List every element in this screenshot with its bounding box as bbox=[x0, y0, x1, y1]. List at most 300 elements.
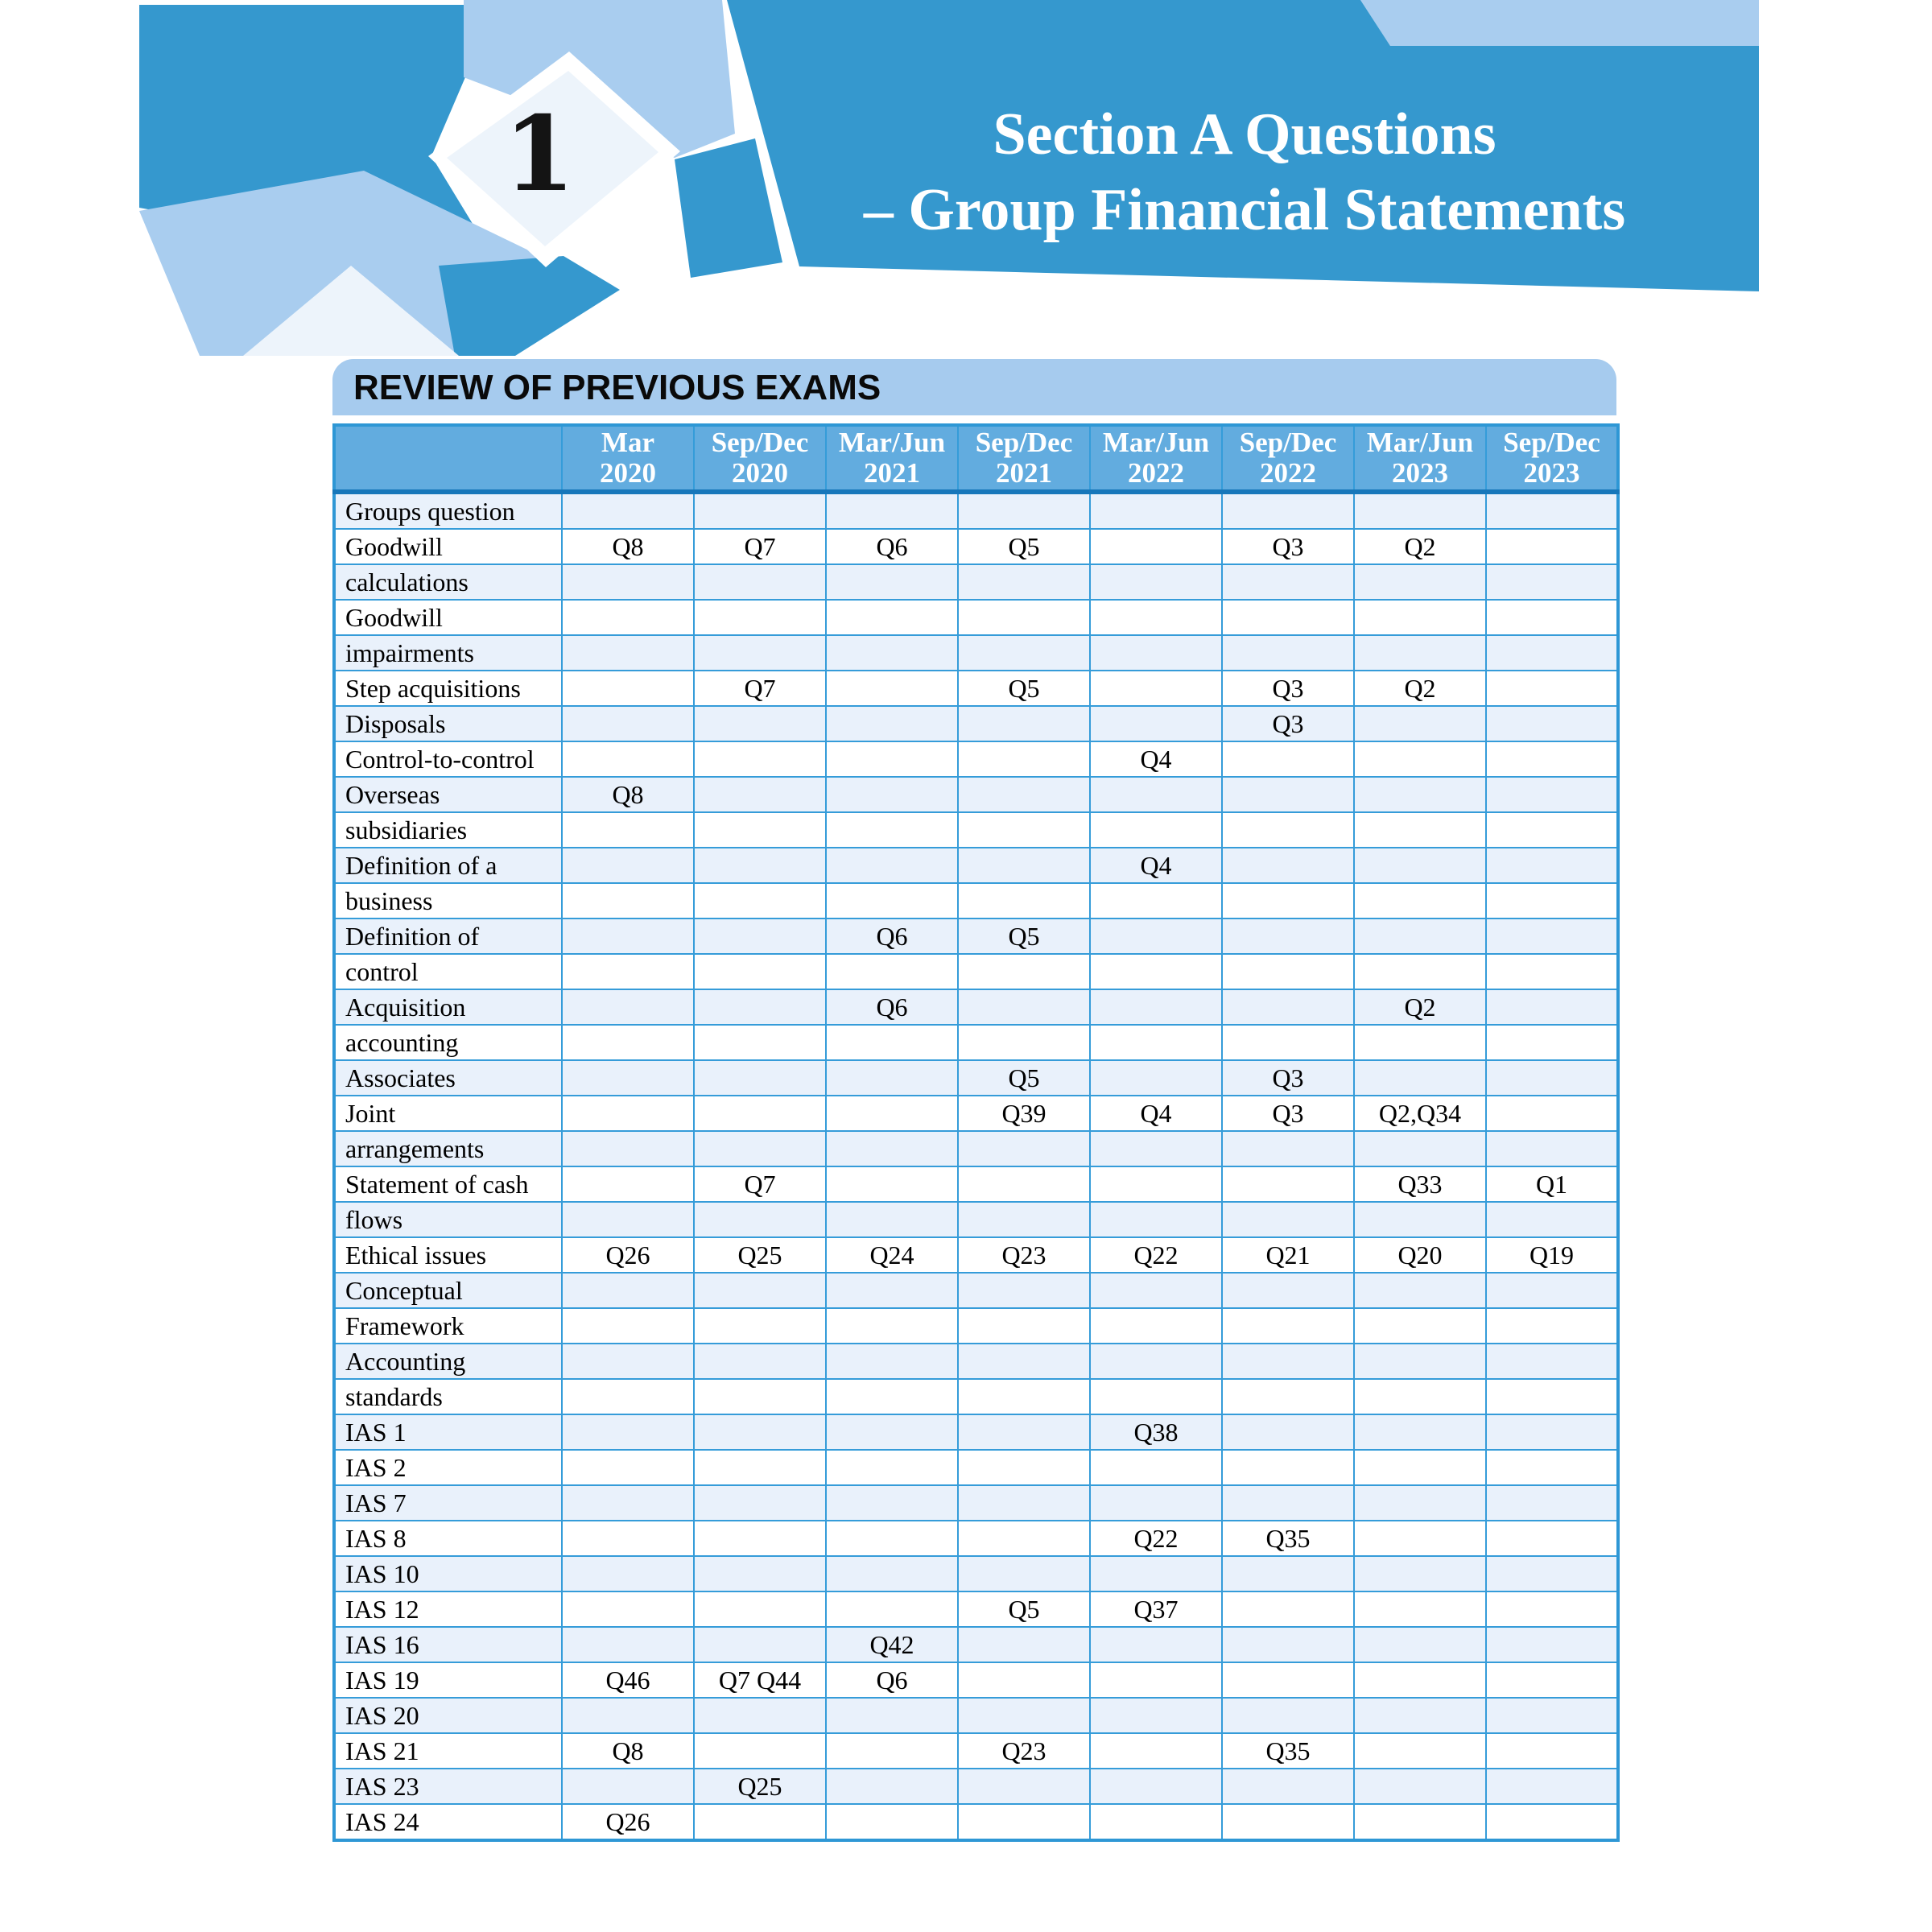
value-cell bbox=[1354, 600, 1486, 635]
col-header-mar-jun-2023 bbox=[1354, 425, 1486, 492]
value-cell bbox=[562, 1273, 694, 1308]
value-cell bbox=[826, 812, 958, 848]
topic-cell: Control-to-control bbox=[334, 741, 562, 777]
value-cell bbox=[1486, 741, 1618, 777]
table-row bbox=[334, 1698, 1618, 1733]
value-cell bbox=[562, 919, 694, 954]
value-cell bbox=[1222, 1591, 1354, 1627]
value-cell bbox=[694, 919, 826, 954]
table-row bbox=[334, 1131, 1618, 1166]
value-cell: Q23 bbox=[958, 1733, 1090, 1769]
value-cell bbox=[1354, 1591, 1486, 1627]
col-header-season: Mar/Jun bbox=[1366, 427, 1474, 458]
value-cell bbox=[826, 1131, 958, 1166]
value-cell bbox=[1354, 954, 1486, 989]
value-cell bbox=[1486, 1521, 1618, 1556]
value-cell bbox=[1090, 1804, 1222, 1840]
value-cell: Q6 bbox=[826, 529, 958, 564]
value-cell bbox=[1354, 777, 1486, 812]
value-cell bbox=[562, 1485, 694, 1521]
value-cell bbox=[1222, 777, 1354, 812]
topic-cell: Statement of cash bbox=[334, 1166, 562, 1202]
value-cell bbox=[694, 1521, 826, 1556]
value-cell bbox=[1222, 1450, 1354, 1485]
value-cell bbox=[826, 706, 958, 741]
value-cell bbox=[1354, 564, 1486, 600]
value-cell bbox=[958, 1025, 1090, 1060]
topic-cell: impairments bbox=[334, 635, 562, 671]
value-cell: Q5 bbox=[958, 671, 1090, 706]
value-cell: Q7 bbox=[694, 1166, 826, 1202]
value-cell bbox=[1222, 954, 1354, 989]
value-cell bbox=[1090, 883, 1222, 919]
value-cell bbox=[1486, 1733, 1618, 1769]
value-cell: Q25 bbox=[694, 1237, 826, 1273]
col-header-mar-2020 bbox=[562, 425, 694, 492]
value-cell bbox=[1486, 1698, 1618, 1733]
col-header-year: 2022 bbox=[1128, 457, 1184, 489]
value-cell bbox=[958, 812, 1090, 848]
value-cell bbox=[694, 492, 826, 529]
value-cell bbox=[1090, 1627, 1222, 1662]
value-cell bbox=[1090, 1698, 1222, 1733]
value-cell bbox=[694, 989, 826, 1025]
value-cell bbox=[958, 600, 1090, 635]
value-cell bbox=[958, 492, 1090, 529]
value-cell bbox=[958, 1344, 1090, 1379]
value-cell bbox=[694, 564, 826, 600]
topic-cell: flows bbox=[334, 1202, 562, 1237]
value-cell bbox=[1354, 1521, 1486, 1556]
value-cell: Q5 bbox=[958, 1060, 1090, 1096]
value-cell bbox=[1090, 492, 1222, 529]
value-cell bbox=[1486, 883, 1618, 919]
topic-cell: Groups question bbox=[334, 492, 562, 529]
value-cell: Q22 bbox=[1090, 1521, 1222, 1556]
value-cell bbox=[826, 1025, 958, 1060]
value-cell bbox=[694, 635, 826, 671]
table-row bbox=[334, 1237, 1618, 1273]
topic-cell: IAS 24 bbox=[334, 1804, 562, 1840]
value-cell bbox=[1486, 635, 1618, 671]
value-cell: Q35 bbox=[1222, 1521, 1354, 1556]
col-header-year: 2023 bbox=[1392, 457, 1448, 489]
value-cell bbox=[1222, 848, 1354, 883]
table-row bbox=[334, 564, 1618, 600]
value-cell bbox=[694, 1733, 826, 1769]
value-cell: Q7 Q44 bbox=[694, 1662, 826, 1698]
chapter-number: 1 bbox=[503, 94, 576, 215]
topic-cell: Overseas bbox=[334, 777, 562, 812]
col-header-sep-dec-2021 bbox=[958, 425, 1090, 492]
value-cell bbox=[958, 1769, 1090, 1804]
value-cell bbox=[694, 600, 826, 635]
value-cell bbox=[1222, 1166, 1354, 1202]
value-cell bbox=[1354, 1627, 1486, 1662]
value-cell bbox=[1090, 1733, 1222, 1769]
topic-cell: IAS 23 bbox=[334, 1769, 562, 1804]
table-header-row bbox=[334, 425, 1618, 492]
value-cell bbox=[1486, 1591, 1618, 1627]
value-cell bbox=[694, 883, 826, 919]
value-cell bbox=[1354, 635, 1486, 671]
value-cell bbox=[1486, 492, 1618, 529]
col-header-year: 2023 bbox=[1523, 457, 1580, 489]
col-header-year: 2021 bbox=[864, 457, 920, 489]
topic-cell: IAS 7 bbox=[334, 1485, 562, 1521]
table-row bbox=[334, 1096, 1618, 1131]
value-cell bbox=[1354, 1379, 1486, 1414]
value-cell: Q42 bbox=[826, 1627, 958, 1662]
table-row bbox=[334, 954, 1618, 989]
topic-cell: Acquisition bbox=[334, 989, 562, 1025]
value-cell bbox=[826, 1804, 958, 1840]
table-row bbox=[334, 1202, 1618, 1237]
value-cell: Q3 bbox=[1222, 706, 1354, 741]
topic-cell: Conceptual bbox=[334, 1273, 562, 1308]
value-cell bbox=[1354, 848, 1486, 883]
value-cell bbox=[1222, 492, 1354, 529]
value-cell bbox=[1222, 812, 1354, 848]
table-row bbox=[334, 1769, 1618, 1804]
value-cell bbox=[958, 1131, 1090, 1166]
chapter-title bbox=[729, 97, 1761, 248]
value-cell bbox=[694, 1591, 826, 1627]
col-header-mar-jun-2022 bbox=[1090, 425, 1222, 492]
value-cell: Q1 bbox=[1486, 1166, 1618, 1202]
topic-cell: IAS 10 bbox=[334, 1556, 562, 1591]
value-cell bbox=[826, 1344, 958, 1379]
topic-cell: subsidiaries bbox=[334, 812, 562, 848]
value-cell bbox=[1090, 1344, 1222, 1379]
value-cell bbox=[694, 1025, 826, 1060]
value-cell bbox=[1090, 1273, 1222, 1308]
value-cell: Q4 bbox=[1090, 1096, 1222, 1131]
value-cell bbox=[826, 1698, 958, 1733]
table-row bbox=[334, 1308, 1618, 1344]
topic-cell: IAS 21 bbox=[334, 1733, 562, 1769]
col-header-season: Mar/Jun bbox=[1102, 427, 1210, 458]
value-cell bbox=[1354, 1308, 1486, 1344]
table-row bbox=[334, 492, 1618, 529]
value-cell bbox=[1486, 989, 1618, 1025]
value-cell: Q19 bbox=[1486, 1237, 1618, 1273]
topic-cell: IAS 1 bbox=[334, 1414, 562, 1450]
value-cell bbox=[1090, 1769, 1222, 1804]
value-cell bbox=[826, 1096, 958, 1131]
value-cell bbox=[958, 848, 1090, 883]
value-cell: Q39 bbox=[958, 1096, 1090, 1131]
value-cell bbox=[1222, 1273, 1354, 1308]
value-cell bbox=[1222, 1485, 1354, 1521]
value-cell bbox=[1486, 1556, 1618, 1591]
value-cell: Q7 bbox=[694, 529, 826, 564]
value-cell bbox=[1354, 1556, 1486, 1591]
value-cell bbox=[1486, 1450, 1618, 1485]
table-row bbox=[334, 848, 1618, 883]
value-cell bbox=[1486, 600, 1618, 635]
value-cell bbox=[694, 1414, 826, 1450]
value-cell bbox=[562, 1698, 694, 1733]
value-cell bbox=[1486, 919, 1618, 954]
value-cell bbox=[1222, 564, 1354, 600]
value-cell bbox=[1090, 1166, 1222, 1202]
value-cell bbox=[1486, 1202, 1618, 1237]
topic-cell: control bbox=[334, 954, 562, 989]
table-row bbox=[334, 529, 1618, 564]
value-cell bbox=[958, 1308, 1090, 1344]
value-cell bbox=[1090, 1662, 1222, 1698]
topic-cell: accounting bbox=[334, 1025, 562, 1060]
topic-cell: Goodwill bbox=[334, 529, 562, 564]
topic-cell: Joint bbox=[334, 1096, 562, 1131]
value-cell bbox=[958, 1556, 1090, 1591]
table-row bbox=[334, 671, 1618, 706]
value-cell bbox=[1090, 1556, 1222, 1591]
value-cell bbox=[562, 1131, 694, 1166]
topic-cell: Associates bbox=[334, 1060, 562, 1096]
table-row bbox=[334, 1804, 1618, 1840]
chapter-title-line1: Section A Questions bbox=[993, 101, 1496, 167]
value-cell bbox=[1090, 1308, 1222, 1344]
value-cell bbox=[1354, 1344, 1486, 1379]
value-cell bbox=[1090, 954, 1222, 989]
value-cell bbox=[1090, 1450, 1222, 1485]
value-cell bbox=[694, 1344, 826, 1379]
table-row bbox=[334, 635, 1618, 671]
value-cell bbox=[1486, 1662, 1618, 1698]
value-cell bbox=[562, 706, 694, 741]
table-row bbox=[334, 1344, 1618, 1379]
value-cell bbox=[562, 1414, 694, 1450]
value-cell bbox=[1090, 919, 1222, 954]
value-cell bbox=[562, 1344, 694, 1379]
value-cell bbox=[1222, 1379, 1354, 1414]
value-cell bbox=[1090, 989, 1222, 1025]
value-cell bbox=[826, 671, 958, 706]
value-cell bbox=[826, 848, 958, 883]
value-cell bbox=[958, 1485, 1090, 1521]
value-cell bbox=[562, 989, 694, 1025]
value-cell bbox=[1222, 883, 1354, 919]
table-row bbox=[334, 1521, 1618, 1556]
value-cell bbox=[562, 1591, 694, 1627]
value-cell bbox=[958, 1804, 1090, 1840]
value-cell bbox=[1486, 1096, 1618, 1131]
value-cell: Q8 bbox=[562, 1733, 694, 1769]
table-row bbox=[334, 1627, 1618, 1662]
value-cell bbox=[958, 741, 1090, 777]
value-cell bbox=[826, 1166, 958, 1202]
value-cell bbox=[1090, 777, 1222, 812]
value-cell: Q3 bbox=[1222, 529, 1354, 564]
value-cell bbox=[694, 741, 826, 777]
value-cell bbox=[694, 1096, 826, 1131]
table-row bbox=[334, 812, 1618, 848]
table-row bbox=[334, 1273, 1618, 1308]
value-cell: Q4 bbox=[1090, 741, 1222, 777]
value-cell bbox=[1222, 1308, 1354, 1344]
value-cell bbox=[826, 1733, 958, 1769]
value-cell bbox=[958, 954, 1090, 989]
value-cell bbox=[694, 1379, 826, 1414]
value-cell bbox=[1486, 1025, 1618, 1060]
value-cell bbox=[958, 1521, 1090, 1556]
value-cell bbox=[694, 1556, 826, 1591]
value-cell bbox=[1354, 706, 1486, 741]
col-header-season: Sep/Dec bbox=[1503, 427, 1600, 458]
value-cell: Q24 bbox=[826, 1237, 958, 1273]
col-header-sep-dec-2020 bbox=[694, 425, 826, 492]
table-row bbox=[334, 883, 1618, 919]
value-cell bbox=[1486, 1273, 1618, 1308]
value-cell bbox=[1354, 1804, 1486, 1840]
value-cell: Q46 bbox=[562, 1662, 694, 1698]
value-cell bbox=[562, 671, 694, 706]
value-cell bbox=[826, 1273, 958, 1308]
table-row bbox=[334, 1733, 1618, 1769]
table-row bbox=[334, 706, 1618, 741]
value-cell bbox=[826, 564, 958, 600]
value-cell: Q25 bbox=[694, 1769, 826, 1804]
topic-cell: Ethical issues bbox=[334, 1237, 562, 1273]
topic-cell: Definition of a bbox=[334, 848, 562, 883]
value-cell bbox=[958, 1379, 1090, 1414]
value-cell: Q3 bbox=[1222, 1096, 1354, 1131]
value-cell bbox=[1354, 1450, 1486, 1485]
topic-cell: Framework bbox=[334, 1308, 562, 1344]
value-cell bbox=[694, 848, 826, 883]
value-cell: Q2 bbox=[1354, 671, 1486, 706]
value-cell bbox=[1486, 564, 1618, 600]
value-cell bbox=[1486, 1344, 1618, 1379]
value-cell bbox=[1222, 600, 1354, 635]
value-cell bbox=[826, 1591, 958, 1627]
value-cell bbox=[826, 1414, 958, 1450]
value-cell bbox=[1354, 1273, 1486, 1308]
table-row bbox=[334, 600, 1618, 635]
value-cell bbox=[826, 1379, 958, 1414]
table-row bbox=[334, 777, 1618, 812]
value-cell bbox=[1354, 1769, 1486, 1804]
topic-cell: Accounting bbox=[334, 1344, 562, 1379]
value-cell bbox=[1354, 492, 1486, 529]
value-cell bbox=[562, 1096, 694, 1131]
value-cell bbox=[694, 1273, 826, 1308]
value-cell: Q23 bbox=[958, 1237, 1090, 1273]
value-cell bbox=[1090, 1485, 1222, 1521]
value-cell bbox=[562, 741, 694, 777]
value-cell bbox=[826, 1308, 958, 1344]
value-cell bbox=[562, 564, 694, 600]
col-header-year: 2020 bbox=[600, 457, 656, 489]
value-cell bbox=[1222, 1556, 1354, 1591]
value-cell: Q5 bbox=[958, 529, 1090, 564]
value-cell bbox=[1354, 1414, 1486, 1450]
value-cell bbox=[694, 812, 826, 848]
value-cell bbox=[1222, 1025, 1354, 1060]
value-cell bbox=[1354, 1698, 1486, 1733]
value-cell bbox=[1486, 777, 1618, 812]
value-cell: Q2 bbox=[1354, 989, 1486, 1025]
top-strip-shape bbox=[1360, 0, 1759, 46]
value-cell bbox=[562, 1556, 694, 1591]
table-row bbox=[334, 1662, 1618, 1698]
value-cell bbox=[562, 1450, 694, 1485]
table-row bbox=[334, 741, 1618, 777]
topic-cell: IAS 12 bbox=[334, 1591, 562, 1627]
value-cell bbox=[562, 1060, 694, 1096]
topic-cell: IAS 2 bbox=[334, 1450, 562, 1485]
table-row bbox=[334, 919, 1618, 954]
value-cell bbox=[958, 1698, 1090, 1733]
value-cell bbox=[1222, 1202, 1354, 1237]
value-cell: Q33 bbox=[1354, 1166, 1486, 1202]
value-cell bbox=[1090, 1131, 1222, 1166]
value-cell bbox=[1486, 1627, 1618, 1662]
topic-column-header bbox=[334, 425, 562, 492]
value-cell: Q4 bbox=[1090, 848, 1222, 883]
value-cell bbox=[1222, 1804, 1354, 1840]
value-cell bbox=[1222, 1698, 1354, 1733]
table-row bbox=[334, 1556, 1618, 1591]
col-header-year: 2020 bbox=[732, 457, 788, 489]
value-cell bbox=[1486, 1769, 1618, 1804]
value-cell bbox=[1486, 1485, 1618, 1521]
value-cell: Q6 bbox=[826, 919, 958, 954]
value-cell: Q2,Q34 bbox=[1354, 1096, 1486, 1131]
value-cell bbox=[1090, 564, 1222, 600]
value-cell bbox=[562, 1769, 694, 1804]
value-cell: Q37 bbox=[1090, 1591, 1222, 1627]
value-cell bbox=[958, 1627, 1090, 1662]
value-cell bbox=[1354, 1733, 1486, 1769]
value-cell bbox=[694, 1450, 826, 1485]
value-cell bbox=[1354, 1662, 1486, 1698]
topic-cell: calculations bbox=[334, 564, 562, 600]
value-cell bbox=[1222, 1627, 1354, 1662]
value-cell bbox=[958, 1450, 1090, 1485]
value-cell: Q20 bbox=[1354, 1237, 1486, 1273]
col-header-sep-dec-2023 bbox=[1486, 425, 1618, 492]
value-cell bbox=[826, 1060, 958, 1096]
value-cell bbox=[1090, 1202, 1222, 1237]
value-cell bbox=[958, 1662, 1090, 1698]
value-cell bbox=[694, 1131, 826, 1166]
topic-cell: Step acquisitions bbox=[334, 671, 562, 706]
value-cell: Q38 bbox=[1090, 1414, 1222, 1450]
table-row bbox=[334, 1450, 1618, 1485]
value-cell bbox=[958, 564, 1090, 600]
table-row bbox=[334, 989, 1618, 1025]
value-cell: Q8 bbox=[562, 777, 694, 812]
topic-cell: Definition of bbox=[334, 919, 562, 954]
value-cell: Q6 bbox=[826, 1662, 958, 1698]
col-header-mar-jun-2021 bbox=[826, 425, 958, 492]
value-cell bbox=[694, 1627, 826, 1662]
col-header-sep-dec-2022 bbox=[1222, 425, 1354, 492]
value-cell bbox=[1090, 600, 1222, 635]
col-header-season: Mar bbox=[601, 427, 655, 458]
value-cell: Q22 bbox=[1090, 1237, 1222, 1273]
value-cell bbox=[1486, 1379, 1618, 1414]
topic-cell: standards bbox=[334, 1379, 562, 1414]
value-cell bbox=[1486, 812, 1618, 848]
value-cell bbox=[1486, 671, 1618, 706]
value-cell bbox=[1354, 883, 1486, 919]
value-cell bbox=[826, 777, 958, 812]
value-cell bbox=[1222, 1769, 1354, 1804]
